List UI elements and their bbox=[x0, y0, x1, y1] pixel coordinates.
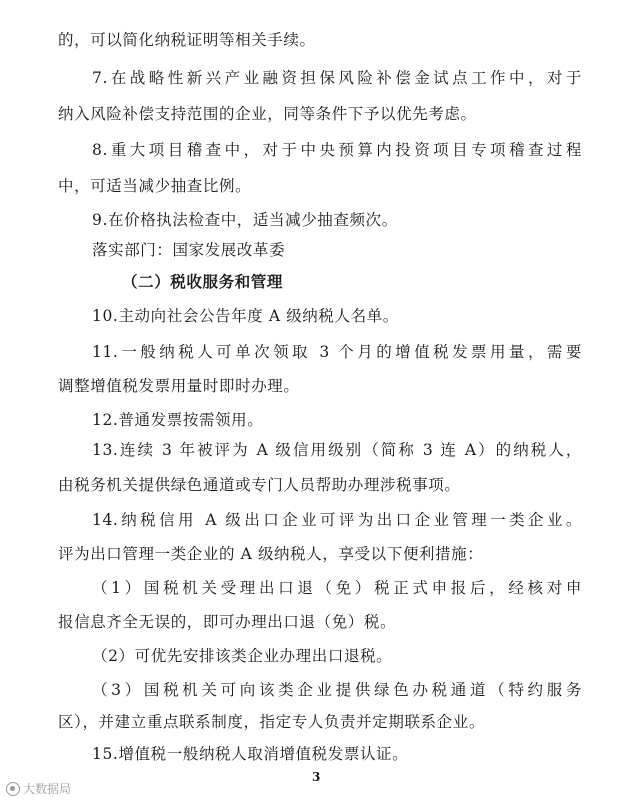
paragraph-line: 11.一般纳税人可单次领取 3 个月的增值税发票用量，需要 bbox=[92, 343, 582, 361]
watermark bbox=[6, 780, 71, 797]
paragraph-line: 8.重大项目稽查中，对于中央预算内投资项目专项稽查过程 bbox=[92, 141, 582, 159]
watermark-logo-icon bbox=[6, 782, 20, 796]
paragraph-line: 15.增值税一般纳税人取消增值税发票认证。 bbox=[92, 745, 409, 763]
paragraph-line: 14.纳税信用 A 级出口企业可评为出口企业管理一类企业。 bbox=[92, 511, 582, 529]
page-number: 3 bbox=[312, 770, 321, 784]
paragraph-line: 7.在战略性新兴产业融资担保风险补偿金试点工作中，对于 bbox=[92, 69, 582, 87]
paragraph-line: （2）可优先安排该类企业办理出口退税。 bbox=[92, 647, 393, 665]
paragraph-line: 12.普通发票按需领用。 bbox=[92, 411, 264, 429]
paragraph-line: （1）国税机关受理出口退（免）税正式申报后，经核对申 bbox=[92, 579, 582, 597]
paragraph-line: 调整增值税发票用量时即时办理。 bbox=[58, 377, 300, 395]
paragraph-line: 10.主动向社会公告年度 A 级纳税人名单。 bbox=[92, 307, 399, 325]
paragraph-line: 报信息齐全无误的，即可办理出口退（免）税。 bbox=[58, 613, 397, 631]
paragraph-line: 9.在价格执法检查中，适当减少抽查频次。 bbox=[92, 211, 398, 229]
responsible-department-line: 落实部门：国家发展改革委 bbox=[92, 241, 286, 259]
paragraph-line: 由税务机关提供绿色通道或专门人员帮助办理涉税事项。 bbox=[58, 476, 461, 494]
paragraph-line: 13.连续 3 年被评为 A 级信用级别（简称 3 连 A）的纳税人， bbox=[92, 441, 582, 459]
paragraph-line: （3）国税机关可向该类企业提供绿色办税通道（特约服务 bbox=[92, 681, 582, 699]
section-heading: （二）税收服务和管理 bbox=[122, 272, 284, 291]
paragraph-line: 区），并建立重点联系制度，指定专人负责并定期联系企业。 bbox=[58, 713, 485, 731]
paragraph-line: 评为出口管理一类企业的 A 级纳税人，享受以下便利措施： bbox=[58, 545, 484, 563]
paragraph-line: 纳入风险补偿支持范围的企业，同等条件下予以优先考虑。 bbox=[58, 105, 477, 123]
paragraph-line: 中，可适当减少抽查比例。 bbox=[58, 177, 252, 195]
watermark-text: 大数据局 bbox=[23, 782, 72, 796]
paragraph-line: 的，可以简化纳税证明等相关手续。 bbox=[58, 31, 316, 49]
